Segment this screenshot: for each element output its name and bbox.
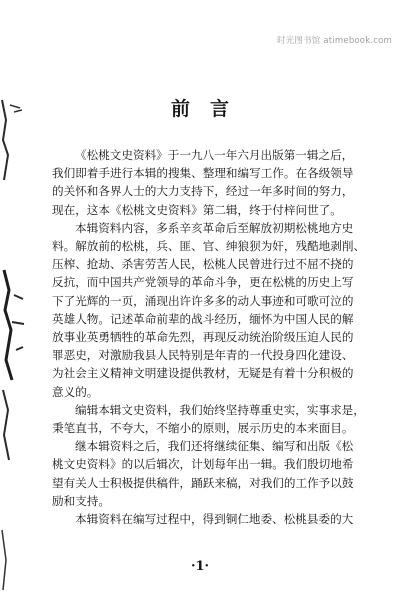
text-line: 意义的。 <box>52 384 99 399</box>
text-line: 本辑资料内容，多系辛亥革命后至解放初期松桃地方史 <box>75 220 354 235</box>
watermark: 时光图书馆 atimebook.com <box>277 36 392 46</box>
text-line: 料。解放前的松桃，兵、匪、官、绅狼狈为奸，残酷地剥削、 <box>52 239 366 254</box>
paragraph <box>52 401 372 437</box>
paragraph <box>52 437 372 510</box>
text-line: 压榨、抢劫、杀害劳苦人民，松桃人民曾进行过不屈不挠的 <box>52 257 354 272</box>
text-line: 罪恶史，对激励我县人民特别是年青的一代投身四化建设、 <box>52 348 354 363</box>
text-line: 望有关人士积极提供稿件，踊跃来稿，对我们的工作予以鼓 <box>52 475 354 490</box>
paragraph <box>52 510 372 528</box>
text-line: 秉笔直书，不夸大，不缩小的原则，展示历史的本来面目。 <box>52 421 354 436</box>
paragraph <box>52 146 372 219</box>
body-text <box>52 146 372 528</box>
text-line: 下了光辉的一页，涌现出许许多多的动人事迹和可歌可泣的 <box>52 293 354 308</box>
text-line: 桃文史资料》的以后辑次，计划每年出一辑。我们殷切地希 <box>52 457 354 472</box>
text-line: 现在，这本《松桃文史资料》第二辑，终于付梓问世了。 <box>52 202 342 217</box>
text-line: 为社会主义精神文明建设提供教材，无疑是有着十分积极的 <box>52 366 354 381</box>
binding-edge-shadow <box>0 60 40 600</box>
text-line: 我们即着手进行本辑的搜集、整理和编写工作。在各级领导 <box>52 166 354 181</box>
paragraph <box>52 219 372 401</box>
text-line: 继本辑资料之后，我们还将继续征集、编写和出版《松 <box>75 439 354 454</box>
text-line: 励和支持。 <box>52 493 110 508</box>
text-line: 编辑本辑文史资料，我们始终坚持尊重史实，实事求是， <box>75 402 365 417</box>
text-line: 反抗，而中国共产党领导的革命斗争，更在松桃的历史上写 <box>52 275 354 290</box>
text-line: 本辑资料在编写过程中，得到铜仁地委、松桃县委的大 <box>75 512 354 527</box>
text-line: 英雄人物。记述革命前辈的战斗经历，缅怀为中国人民的解 <box>52 311 354 326</box>
page-title: 前言 <box>170 98 249 120</box>
text-line: 《松桃文史资料》于一九八一年六月出版第一辑之后， <box>75 148 354 162</box>
text-line: 的关怀和各界人士的大力支持下，经过一年多时间的努力， <box>52 184 354 199</box>
page-number: ·1· <box>190 559 210 574</box>
text-line: 放事业英勇牺牲的革命先烈，再现反动统治阶级压迫人民的 <box>52 330 354 345</box>
